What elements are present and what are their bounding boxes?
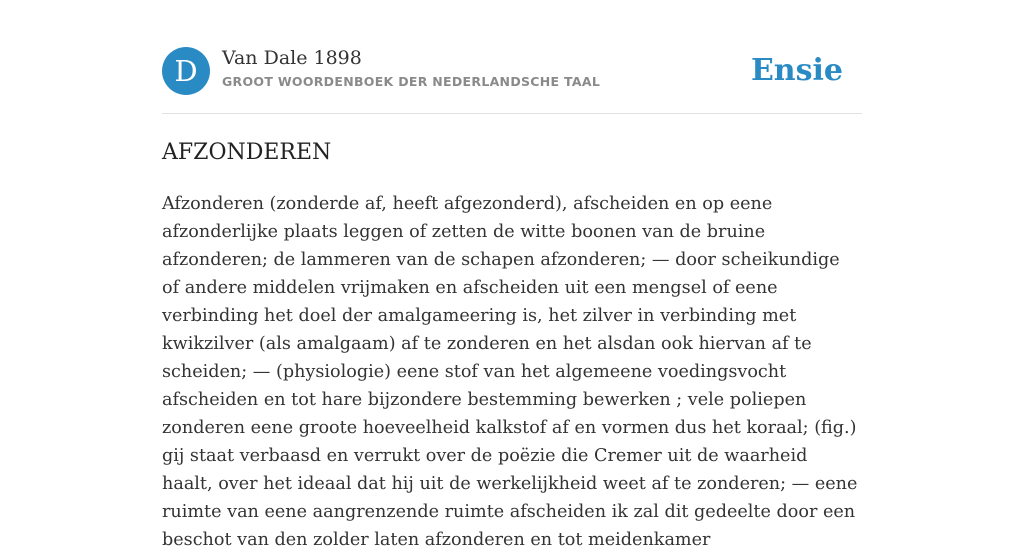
brand-logo[interactable]: Ensie — [750, 53, 843, 88]
header-divider — [162, 113, 862, 114]
entry-headword: AFZONDEREN — [162, 140, 332, 165]
dictionary-title[interactable]: Van Dale 1898 — [222, 47, 362, 69]
entry-definition: Afzonderen (zonderde af, heeft afgezonderd), afscheiden en op eene afzonderlijke plaats leggen of zetten de witte boonen van de bruine afzonderen; de lammeren van de schapen afzonderen; — door scheikundige of andere middelen vrijmaken en afscheiden uit een mengsel of eene verbinding het doel der amalgameering is, het zilver in verbinding met kwikzilver (als amalgaam) af te zonderen en het alsdan ook hiervan af te scheiden; — (physiologie) eene stof van het algemeene voedingsvocht afscheiden en tot hare bijzondere bestemming bewerken ; vele poliepen zonderen eene groote hoeveelheid kalkstof af en vormen dus het koraal; (fig.) gij staat verbaasd en verrukt over de poëzie die Cremer uit de waarheid haalt, over het ideaal dat hij uit de werkelijkheid weet af te zonderen; — eene ruimte van eene aangrenzende ruimte afscheiden ik zal dit gedeelte door een beschot van den zolder laten afzonderen en tot meidenkamer — [162, 194, 858, 550]
dictionary-subtitle: GROOT WOORDENBOEK DER NEDERLANDSCHE TAAL — [222, 74, 601, 89]
header — [162, 46, 862, 96]
dictionary-avatar: D — [162, 47, 210, 95]
